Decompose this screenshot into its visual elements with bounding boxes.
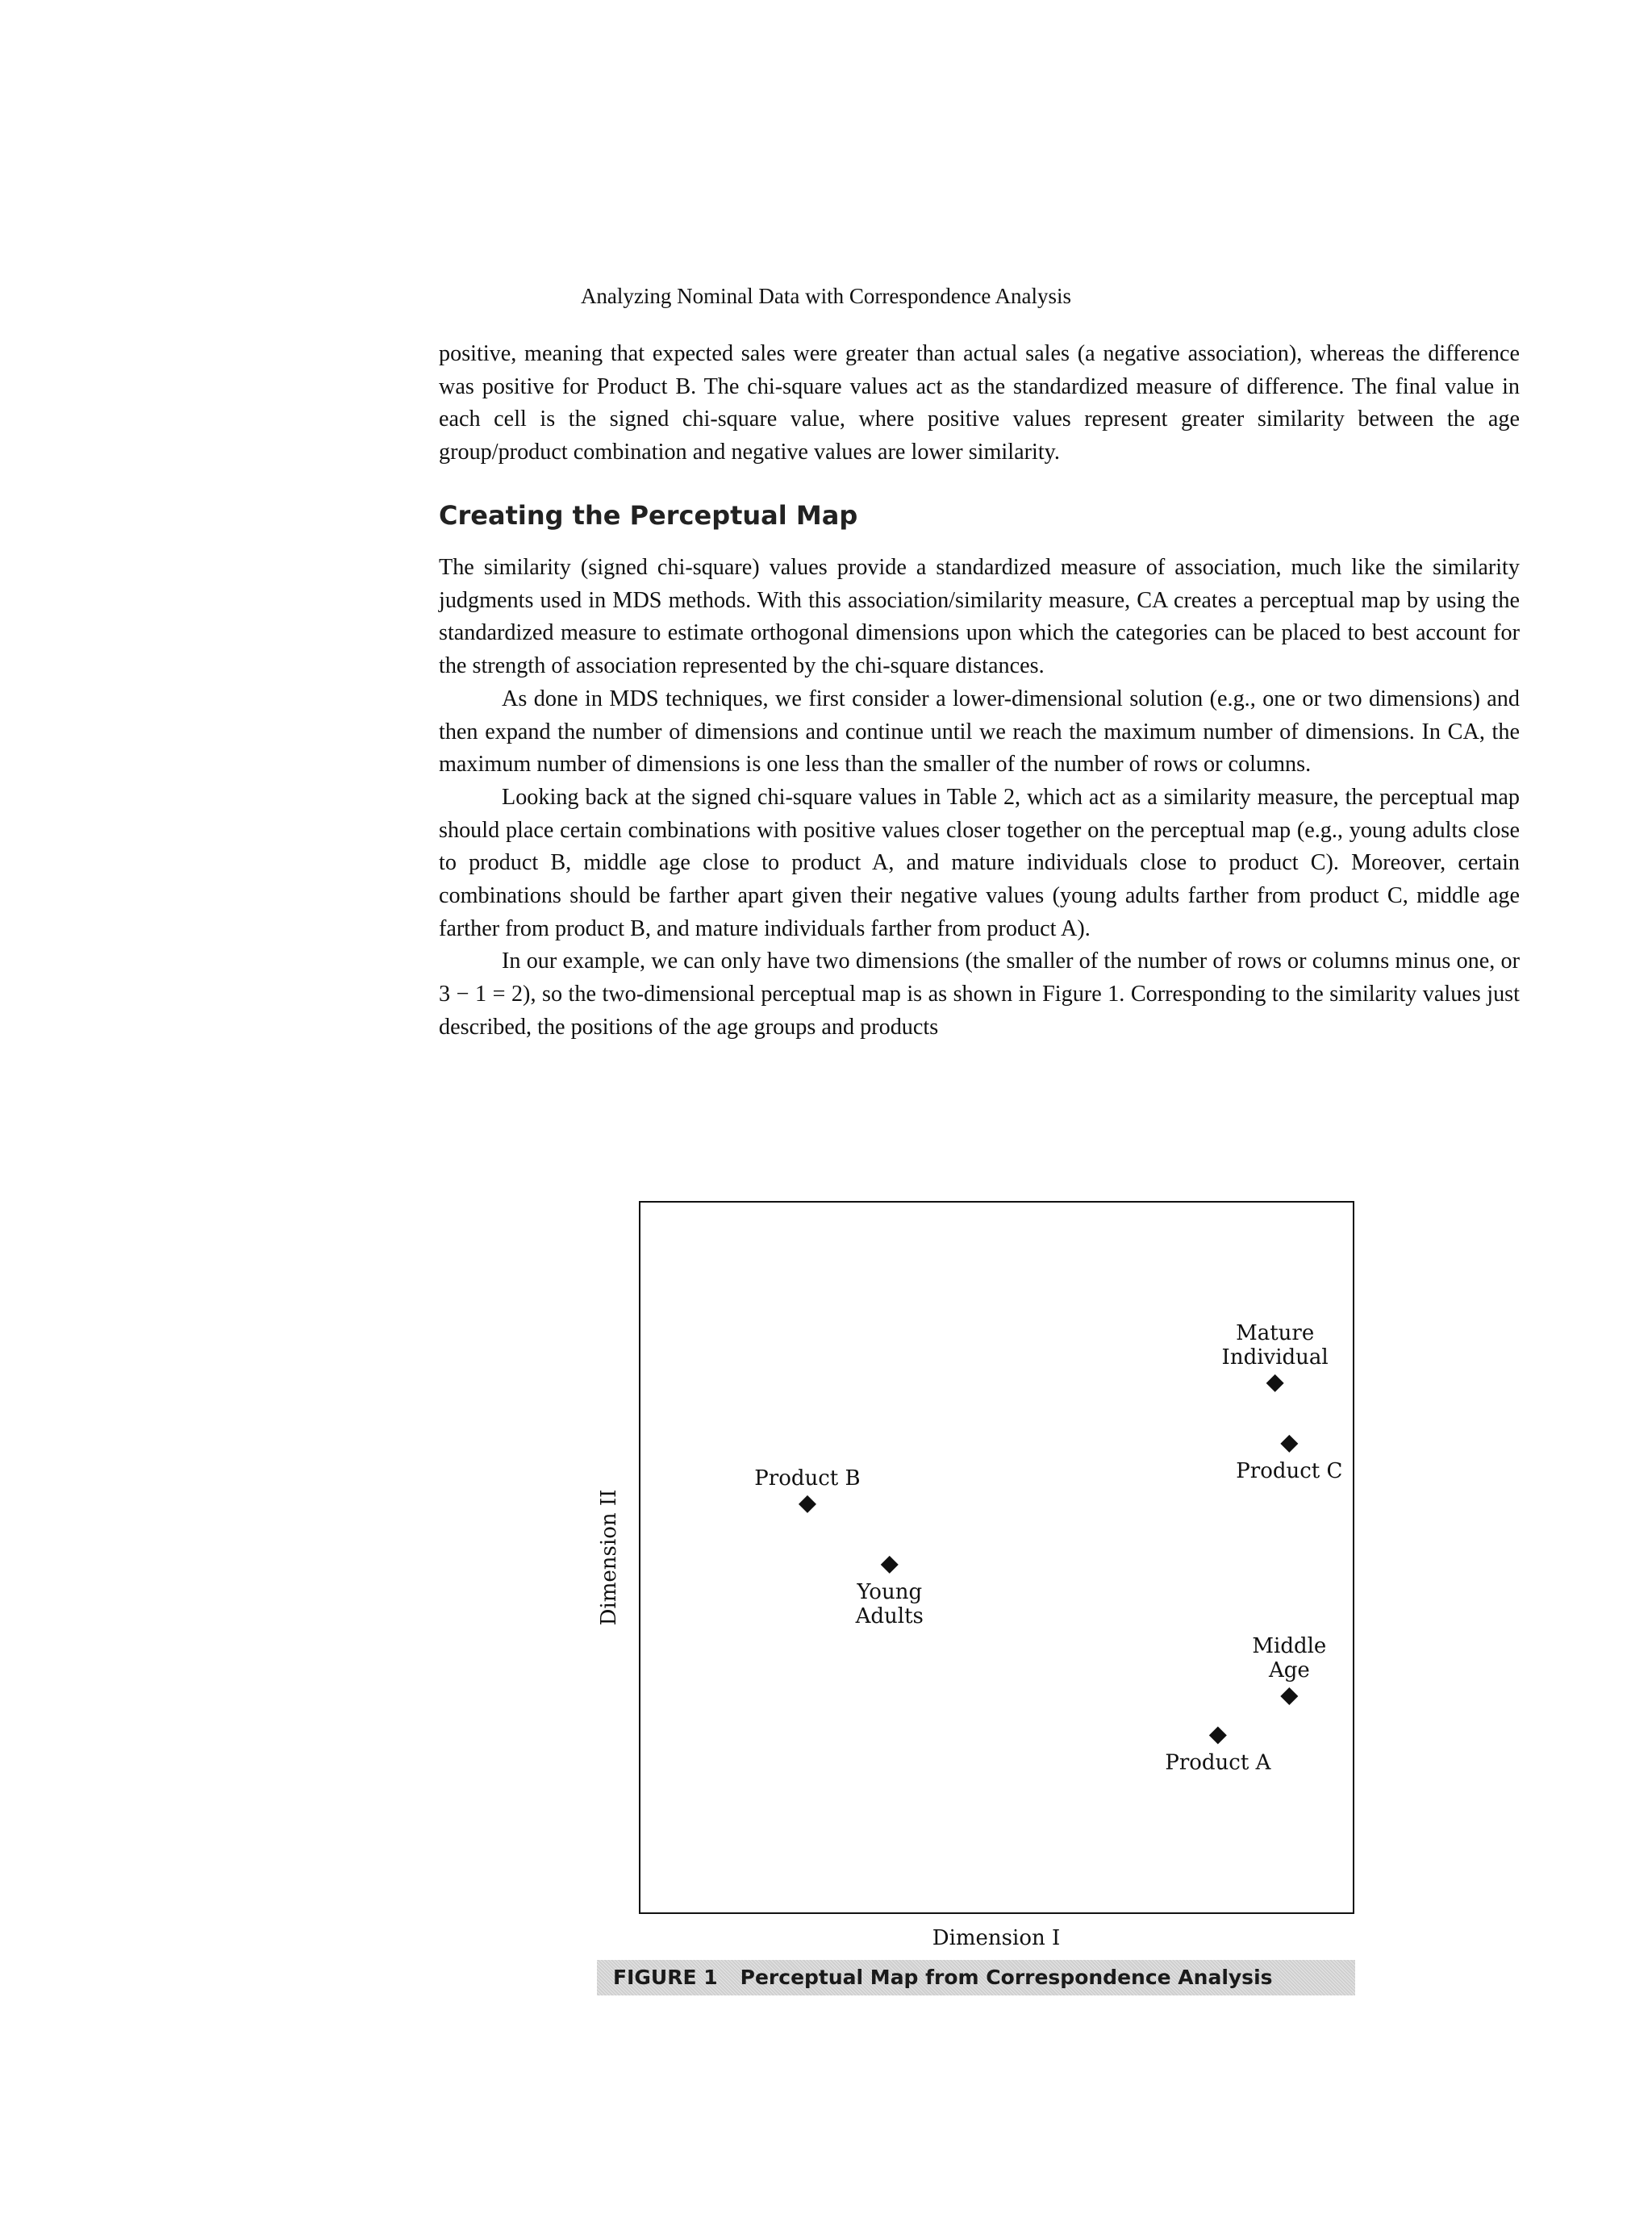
paragraph: Looking back at the signed chi-square values in Table 2, which act as a similarity measure, the perceptual map should place certain combinations with positive values closer together on the perceptual map (e.g., young adults close to product B, middle age close to product A, and mature individuals close to product C). Moreover, certain combinations should be farther apart given their negative values (young adults farther from product C, middle age farther from product B, and mature individuals farther from product A).: [439, 784, 1520, 941]
point-label-middle-age: Age: [1268, 1657, 1310, 1683]
paragraph: In our example, we can only have two dimensions (the smaller of the number of rows or columns minus one, or 3 − 1 = 2), so the two-dimensional perceptual map is as shown in Figure 1. Corresponding to the similarity values just described, the positions of the age groups and products: [439, 949, 1520, 1040]
point-label-mature-individual: Individual: [1221, 1345, 1329, 1370]
point-label-middle-age: Middle: [1252, 1633, 1327, 1658]
y-axis-label: Dimension II: [597, 1489, 621, 1626]
paragraph: The similarity (signed chi-square) values provide a standardized measure of association, much like the similarity judgments used in MDS methods. With this association/similarity measure, CA creates a perceptual map by using the standardized measure to estimate orthogonal dimensions upon which the categories can be placed to best account for the strength of association represented by the chi-square distances.: [439, 555, 1520, 679]
point-label-mature-individual: Mature: [1236, 1320, 1315, 1345]
figure: [597, 1186, 1355, 2000]
data-points: [754, 1321, 1342, 1775]
point-label-product-c: Product C: [1236, 1458, 1343, 1483]
running-head: Analyzing Nominal Data with Correspondence Analysis: [580, 284, 1072, 308]
x-axis-label: Dimension I: [932, 1926, 1061, 1950]
point-label-young-adults: Adults: [855, 1603, 924, 1628]
section-body: [439, 552, 1520, 1045]
section-heading: Creating the Perceptual Map: [439, 500, 858, 531]
point-label-product-a: Product A: [1165, 1750, 1271, 1775]
point-marker-product-c: [1280, 1435, 1298, 1453]
plot-frame: [640, 1202, 1354, 1913]
paragraph: As done in MDS techniques, we first consider a lower-dimensional solution (e.g., one or two dimensions) and then expand the number of dimensions and continue until we reach the maximum number of dimensions. In CA, the maximum number of dimensions is one less than the smaller of the number of rows or columns.: [439, 686, 1520, 778]
point-marker-mature-individual: [1266, 1374, 1284, 1392]
figure-number: FIGURE 1: [613, 1966, 718, 1989]
perceptual-map: [597, 1186, 1355, 1952]
point-marker-young-adults: [881, 1556, 899, 1574]
point-marker-middle-age: [1280, 1687, 1298, 1705]
point-label-product-b: Product B: [754, 1466, 861, 1491]
paragraph-continued: [439, 338, 1520, 469]
point-label-young-adults: Young: [857, 1579, 923, 1604]
figure-title: Perceptual Map from Correspondence Analysis: [740, 1966, 1273, 1989]
point-marker-product-b: [799, 1495, 816, 1513]
point-marker-product-a: [1209, 1727, 1227, 1745]
paragraph: positive, meaning that expected sales were greater than actual sales (a negative association), whereas the difference was positive for Product B. The chi-square values act as the standardized measure of difference. The final value in each cell is the signed chi-square value, where positive values represent greater similarity between the age group/product combination and negative values are lower similarity.: [439, 341, 1520, 465]
figure-caption: [597, 1960, 1355, 1995]
